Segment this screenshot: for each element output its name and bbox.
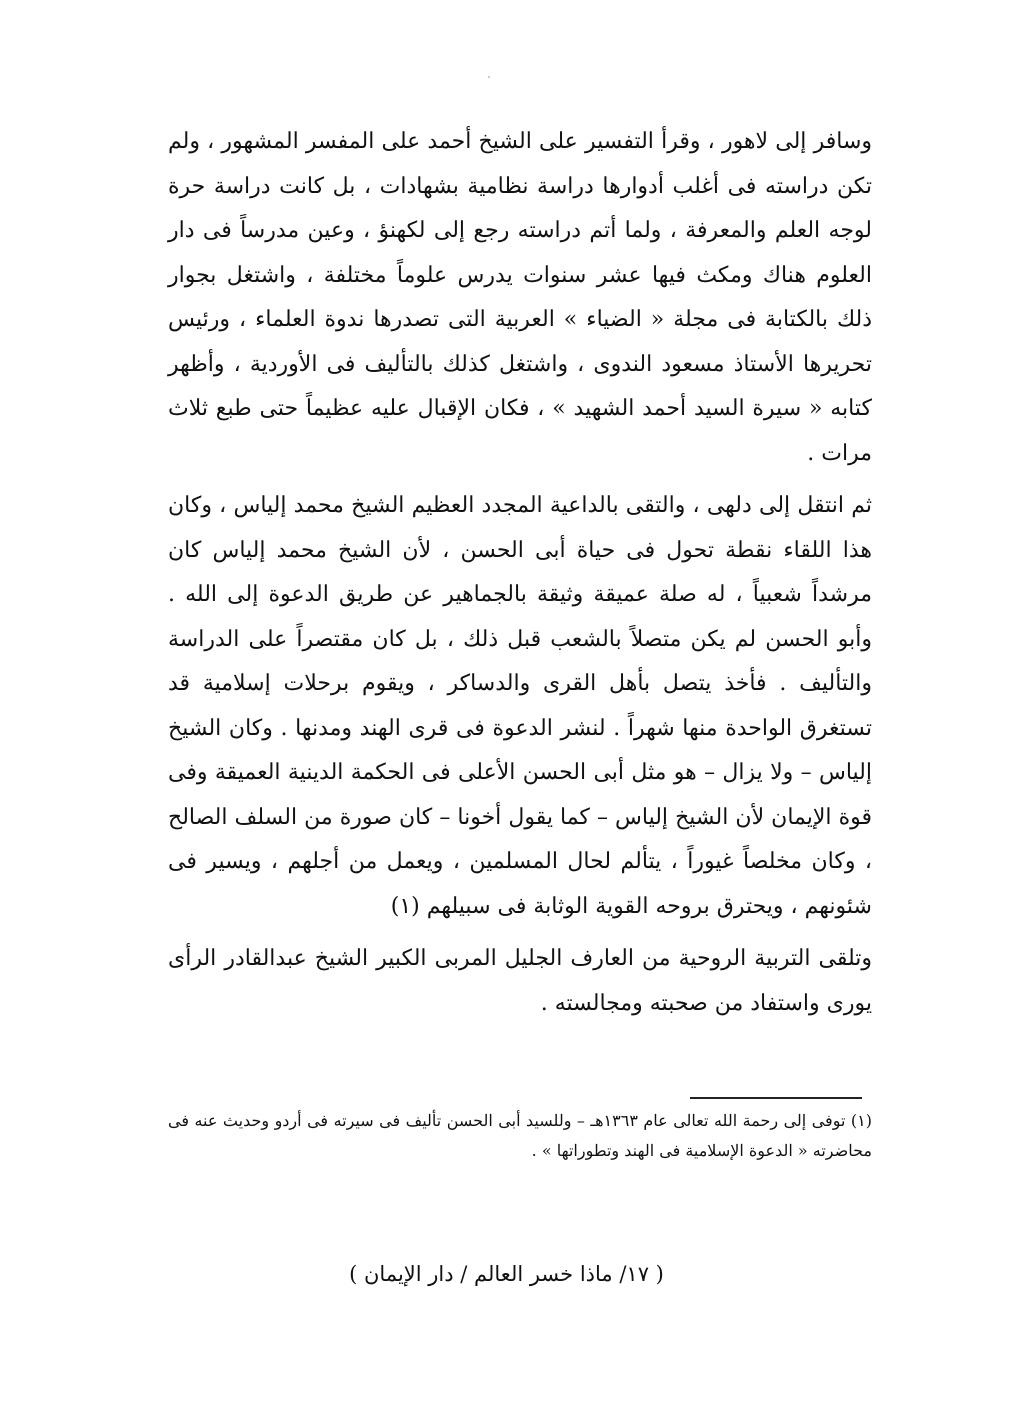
scan-speck <box>488 76 490 78</box>
main-text-block <box>168 120 872 1026</box>
footnote-separator <box>690 1097 862 1099</box>
paragraph-delhi-meeting: ثم انتقل إلى دلهى ، والتقى بالداعية المجدد العظيم الشيخ محمد إلياس ، وكان هذا اللقاء نقطة تحول فى حياة أبى الحسن ، لأن الشيخ محمد إلياس كان مرشداً شعبياً ، له صلة عميقة وثيقة بالجماهير عن طريق الدعوة إلى الله . وأبو الحسن لم يكن متصلاً بالشعب قبل ذلك ، بل كان مقتصراً على الدراسة والتأليف . فأخذ يتصل بأهل القرى والدساكر ، ويقوم برحلات إسلامية قد تستغرق الواحدة منها شهراً . لنشر الدعوة فى قرى الهند ومدنها . وكان الشيخ إلياس – ولا يزال – هو مثل أبى الحسن الأعلى فى الحكمة الدينية العميقة وفى قوة الإيمان لأن الشيخ إلياس – كما يقول أخونا – كان صورة من السلف الصالح ، وكان مخلصاً غيوراً ، يتألم لحال المسلمين ، ويعمل من أجلهم ، ويسير فى شئونهم ، ويحترق بروحه القوية الوثابة فى سبيلهم (١) <box>168 493 872 919</box>
page-footer: ( ١٧/ ماذا خسر العالم / دار الإيمان ) <box>349 1262 664 1286</box>
footnote: (١) توفى إلى رحمة الله تعالى عام ١٣٦٣هـ – وللسيد أبى الحسن تأليف فى سيرته فى أردو وحديث عنه فى محاضرته « الدعوة الإسلامية فى الهند وتطوراتها » . <box>168 1111 873 1160</box>
paragraph-lahore-studies: وسافر إلى لاهور ، وقرأ التفسير على الشيخ أحمد على المفسر المشهور ، ولم تكن دراسته فى أغلب أدوارها دراسة نظامية بشهادات ، بل كانت دراسة حرة لوجه العلم والمعرفة ، ولما أتم دراسته رجع إلى لكهنؤ ، وعين مدرساً فى دار العلوم هناك ومكث فيها عشر سنوات يدرس علوماً مختلفة ، واشتغل بجوار ذلك بالكتابة فى مجلة « الضياء » العربية التى تصدرها ندوة العلماء ، ورئيس تحريرها الأستاذ مسعود الندوى ، واشتغل كذلك بالتأليف فى الأوردية ، وأظهر كتابه « سيرة السيد أحمد الشهيد » ، فكان الإقبال عليه عظيماً حتى طبع ثلاث مرات . <box>168 129 872 466</box>
paragraph-spiritual-training: وتلقى التربية الروحية من العارف الجليل المربى الكبير الشيخ عبدالقادر الرأى يورى واستفاد من صحبته ومجالسته . <box>168 946 872 1016</box>
